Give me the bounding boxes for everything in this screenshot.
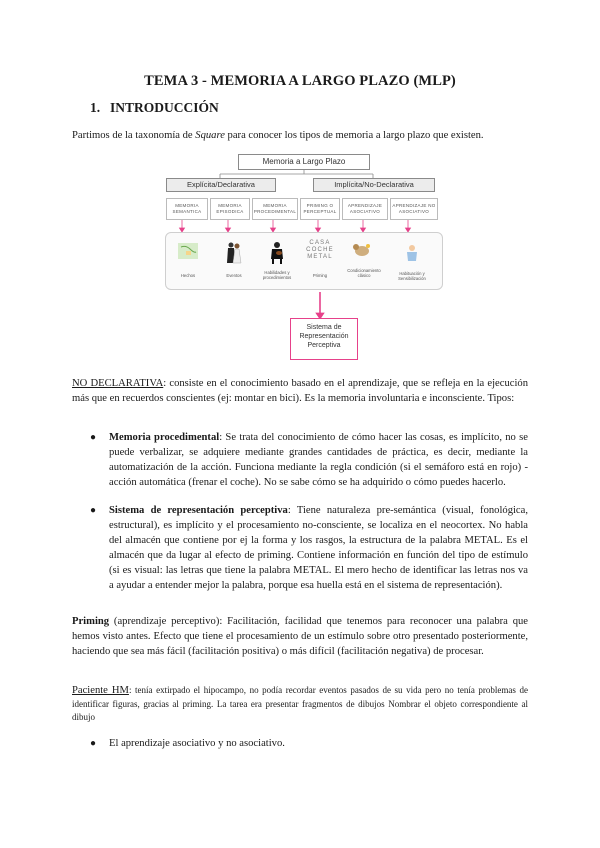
caption-episodica: Eventos (226, 273, 242, 278)
conditioning-icon (352, 242, 372, 258)
root-box: Memoria a Largo Plazo (238, 154, 370, 170)
category-box: MEMORIA PROCEDIMENTAL (252, 198, 298, 220)
no-declarativa-term: NO DECLARATIVA (72, 378, 164, 389)
category-box: APRENDIZAJE ASOCIATIVO (342, 198, 388, 220)
caption-asociativo: Condicionamiento clásico (347, 268, 381, 278)
category-box: PRIMING O PERCEPTUAL (300, 198, 340, 220)
list-item: ● Sistema de representación perceptiva: Tiene naturaleza pre-semántica (visual, fonológica, estructural), es implícito y el procesamiento no-consciente, se localiza en el neocortex. No habla del almacén que contiene por ej la forma y los rasgos, la estructura de la palabra METAL. Es el almacén que da lugar al efecto de priming. Contiene información en función del tipo de estímulo (si es visual: las letras que tiene la palabra METAL. El mero hecho de identificar las letras nos va a ayudar a entender mejor la palabra, porque esa huella está en el sistema de representación). (90, 505, 528, 591)
paciente-hm-paragraph: Paciente HM: tenía extirpado el hipocampo, no podía recordar eventos pasados de su vida pero no tenía problemas de identificar figuras, gracias al priming. La tarea era presentar fragmentos de dibujos Nombrar el objeto correspondiente al dibujo (72, 685, 528, 722)
list-item: ● Memoria procedimental: Se trata del conocimiento de cómo hacer las cosas, es implícito, no se puede verbalizar, se adquiere mediante grandes cantidades de práctica, es decir, mediante la automatización de la acción. Funciona mediante la regla condición (si el semáforo está en rojo) - acción automática (frenar el coche). No se sabe cómo se ha adquirido o cómo puedes hacerlo. (90, 432, 528, 488)
violinist-icon (269, 241, 285, 265)
no-declarativa-paragraph: NO DECLARATIVA: consiste en el conocimiento basado en el aprendizaje, que se refleja en la ejecución más que en recuerdos conscientes (ej: montar en bici). Es la memoria involuntaria e inconsciente. Tipos: (72, 378, 528, 404)
paciente-hm-term: Paciente HM (72, 685, 129, 696)
priming-paragraph: Priming (aprendizaje perceptivo): Facilitación, facilidad que tenemos para reconocer una palabra que hemos visto antes. Efecto que tiene el procesamiento de un estímulo sobre otro presentado posteriormente, haciendo que sea más fácil (facilitación positiva) o más difícil (facilitación negativa) de procesar. (72, 616, 528, 657)
intro-paragraph: Partimos de la taxonomía de Square para conocer los tipos de memoria a largo plazo que existen. (72, 130, 484, 141)
section-label: INTRODUCCIÓN (110, 100, 219, 115)
section-number: 1. (90, 100, 101, 115)
category-box: APRENDIZAJE NO ASOCIATIVO (390, 198, 438, 220)
category-box: MEMORIA SEMANTICA (166, 198, 208, 220)
word-sample: CASA COCHE METAL (306, 240, 334, 260)
priming-term: Priming (72, 616, 110, 627)
caption-priming: Priming (312, 273, 328, 278)
section-heading (90, 100, 219, 116)
page-title: TEMA 3 - MEMORIA A LARGO PLAZO (MLP) (144, 73, 456, 89)
category-box: MEMORIA EPISODICA (210, 198, 250, 220)
map-icon (178, 243, 198, 259)
habituation-icon (404, 244, 420, 262)
examples-panel (165, 232, 443, 290)
caption-procedimental: Habilidades y procedimientos (262, 270, 292, 280)
bullet-icon: ● (90, 505, 97, 516)
author-name: Square (195, 130, 225, 141)
branch-explicita: Explícita/Declarativa (166, 178, 276, 192)
branch-implicita: Implícita/No-Declarativa (313, 178, 435, 192)
wedding-icon (226, 241, 242, 265)
system-box: Sistema de Representación Perceptiva (290, 318, 358, 360)
caption-no-asociativo: Habituación y Sensibilización (398, 271, 426, 281)
list-item: ● El aprendizaje asociativo y no asociativo. (90, 738, 285, 749)
bullet-icon: ● (90, 432, 97, 443)
bullet-icon: ● (90, 738, 97, 749)
caption-semantica: Hechos (180, 273, 196, 278)
